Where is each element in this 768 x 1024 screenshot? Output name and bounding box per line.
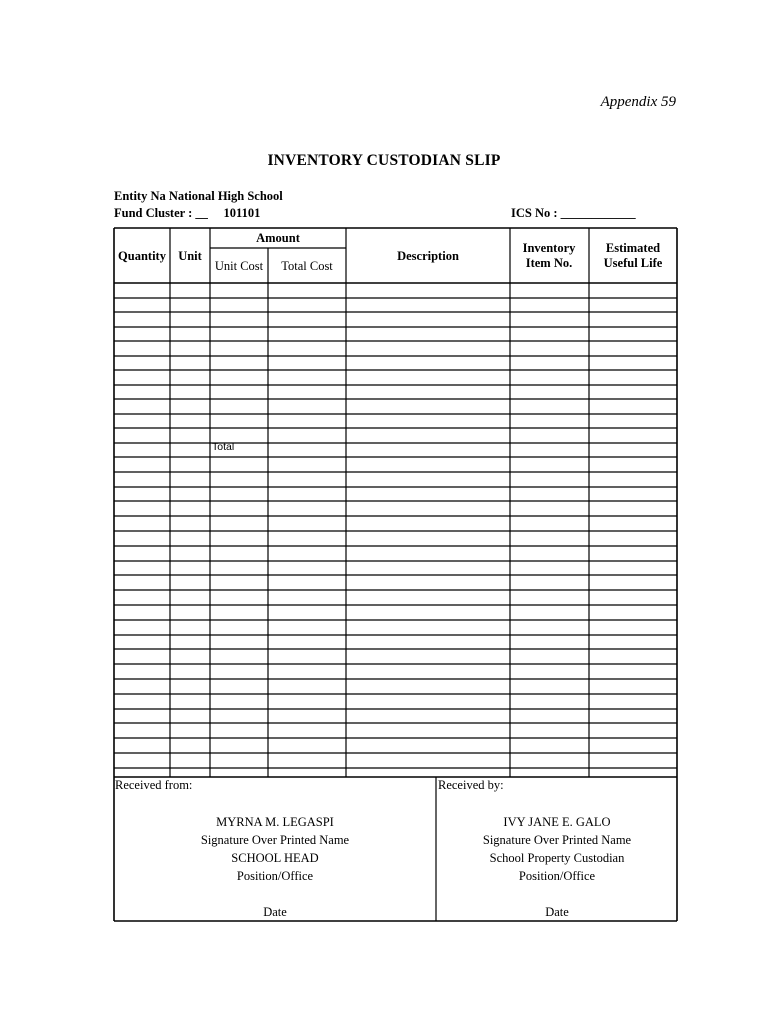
received-from-date-label: Date [263,905,287,919]
header-useful-life-line1: Estimated [605,241,661,255]
received-from-position-label: Position/Office [236,869,314,883]
header-inventory-line2: Item No. [525,256,573,270]
header-unit-cost: Unit Cost [214,259,264,273]
received-from-name: MYRNA M. LEGASPI [216,815,334,829]
received-by-signature-label: Signature Over Printed Name [482,833,632,847]
received-by-label: Received by: [438,778,504,792]
header-useful-life-line2: Useful Life [603,256,663,270]
header-inventory-line1: Inventory [522,241,576,255]
header-description: Description [397,249,459,263]
header-total-cost: Total Cost [281,259,333,273]
form-title: INVENTORY CUSTODIAN SLIP [267,152,501,169]
fund-cluster-line: Fund Cluster : __ 101101 [114,206,261,220]
received-from-signature-label: Signature Over Printed Name [200,833,350,847]
received-by-date-label: Date [545,905,569,919]
total-row-label: Total [212,441,235,453]
received-from-signature-block [115,813,435,921]
received-by-position-label: Position/Office [518,869,596,883]
received-from-label: Received from: [115,778,193,792]
header-quantity: Quantity [118,249,166,263]
appendix-label: Appendix 59 [600,94,676,110]
received-by-signature-block [437,813,677,921]
header-amount: Amount [256,231,300,245]
entity-name-line: Entity Na National High School [114,189,283,203]
ics-number-line: ICS No : ____________ [511,206,636,220]
received-by-name: IVY JANE E. GALO [503,815,611,829]
header-unit: Unit [178,249,202,263]
received-by-position: School Property Custodian [489,851,625,865]
received-from-position: SCHOOL HEAD [231,851,319,865]
